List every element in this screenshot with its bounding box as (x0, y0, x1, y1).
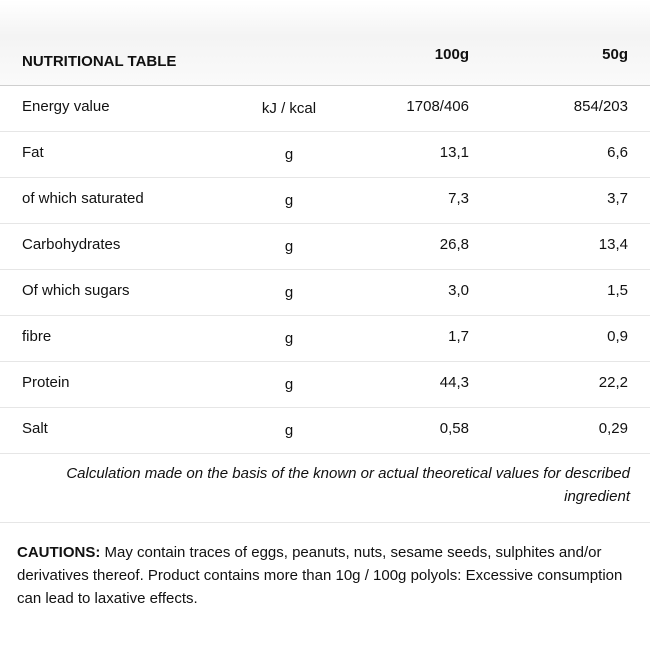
table-row (0, 270, 650, 316)
value-per-100g: 0,58 (439, 420, 469, 437)
value-per-50g: 854/203 (573, 98, 628, 115)
nutrient-unit: g (284, 238, 294, 255)
value-per-100g: 3,0 (448, 282, 469, 299)
nutrient-name: Carbohydrates (22, 236, 121, 253)
table-row (0, 362, 650, 408)
top-band (0, 0, 650, 36)
nutrient-unit: g (284, 330, 294, 347)
calculation-note: Calculation made on the basis of the known or actual theoretical values for described ingredient (66, 465, 630, 505)
nutrient-name: Of which sugars (22, 282, 130, 299)
nutrient-unit: g (284, 192, 294, 209)
nutrition-table (0, 36, 650, 523)
value-per-100g: 44,3 (439, 374, 469, 391)
table-title: NUTRITIONAL TABLE (22, 53, 177, 70)
value-per-100g: 1,7 (448, 328, 469, 345)
column-header-50g: 50g (602, 46, 628, 63)
table-row (0, 86, 650, 132)
nutrient-name: Energy value (22, 98, 110, 115)
column-header-100g: 100g (434, 46, 469, 63)
table-row (0, 224, 650, 270)
value-per-100g: 26,8 (439, 236, 469, 253)
nutrient-unit: g (284, 284, 294, 301)
value-per-50g: 0,9 (607, 328, 628, 345)
nutrient-name: Salt (22, 420, 48, 437)
value-per-50g: 13,4 (598, 236, 628, 253)
table-row (0, 132, 650, 178)
cautions-text: May contain traces of eggs, peanuts, nuts, sesame seeds, sulphites and/or derivatives thereof. Product contains more than 10g / 100g polyols: Excessive consumption can lead to laxative effects. (17, 544, 623, 607)
nutrient-unit: kJ / kcal (261, 100, 317, 117)
table-note-row (0, 454, 650, 523)
nutrient-name: Protein (22, 374, 70, 391)
value-per-50g: 1,5 (607, 282, 628, 299)
nutrient-name: of which saturated (22, 190, 144, 207)
nutrient-unit: g (284, 422, 294, 439)
cautions-paragraph (17, 541, 637, 610)
value-per-100g: 13,1 (439, 144, 469, 161)
table-row (0, 316, 650, 362)
table-header-row (0, 36, 650, 86)
value-per-50g: 22,2 (598, 374, 628, 391)
nutrient-unit: g (284, 376, 294, 393)
nutrient-name: Fat (22, 144, 44, 161)
value-per-50g: 0,29 (598, 420, 628, 437)
cautions-label: CAUTIONS: (17, 544, 101, 561)
value-per-100g: 1708/406 (406, 98, 469, 115)
table-row (0, 178, 650, 224)
nutrient-name: fibre (22, 328, 52, 345)
table-row (0, 408, 650, 454)
nutrient-unit: g (284, 146, 294, 163)
value-per-50g: 6,6 (607, 144, 628, 161)
value-per-50g: 3,7 (607, 190, 628, 207)
value-per-100g: 7,3 (448, 190, 469, 207)
